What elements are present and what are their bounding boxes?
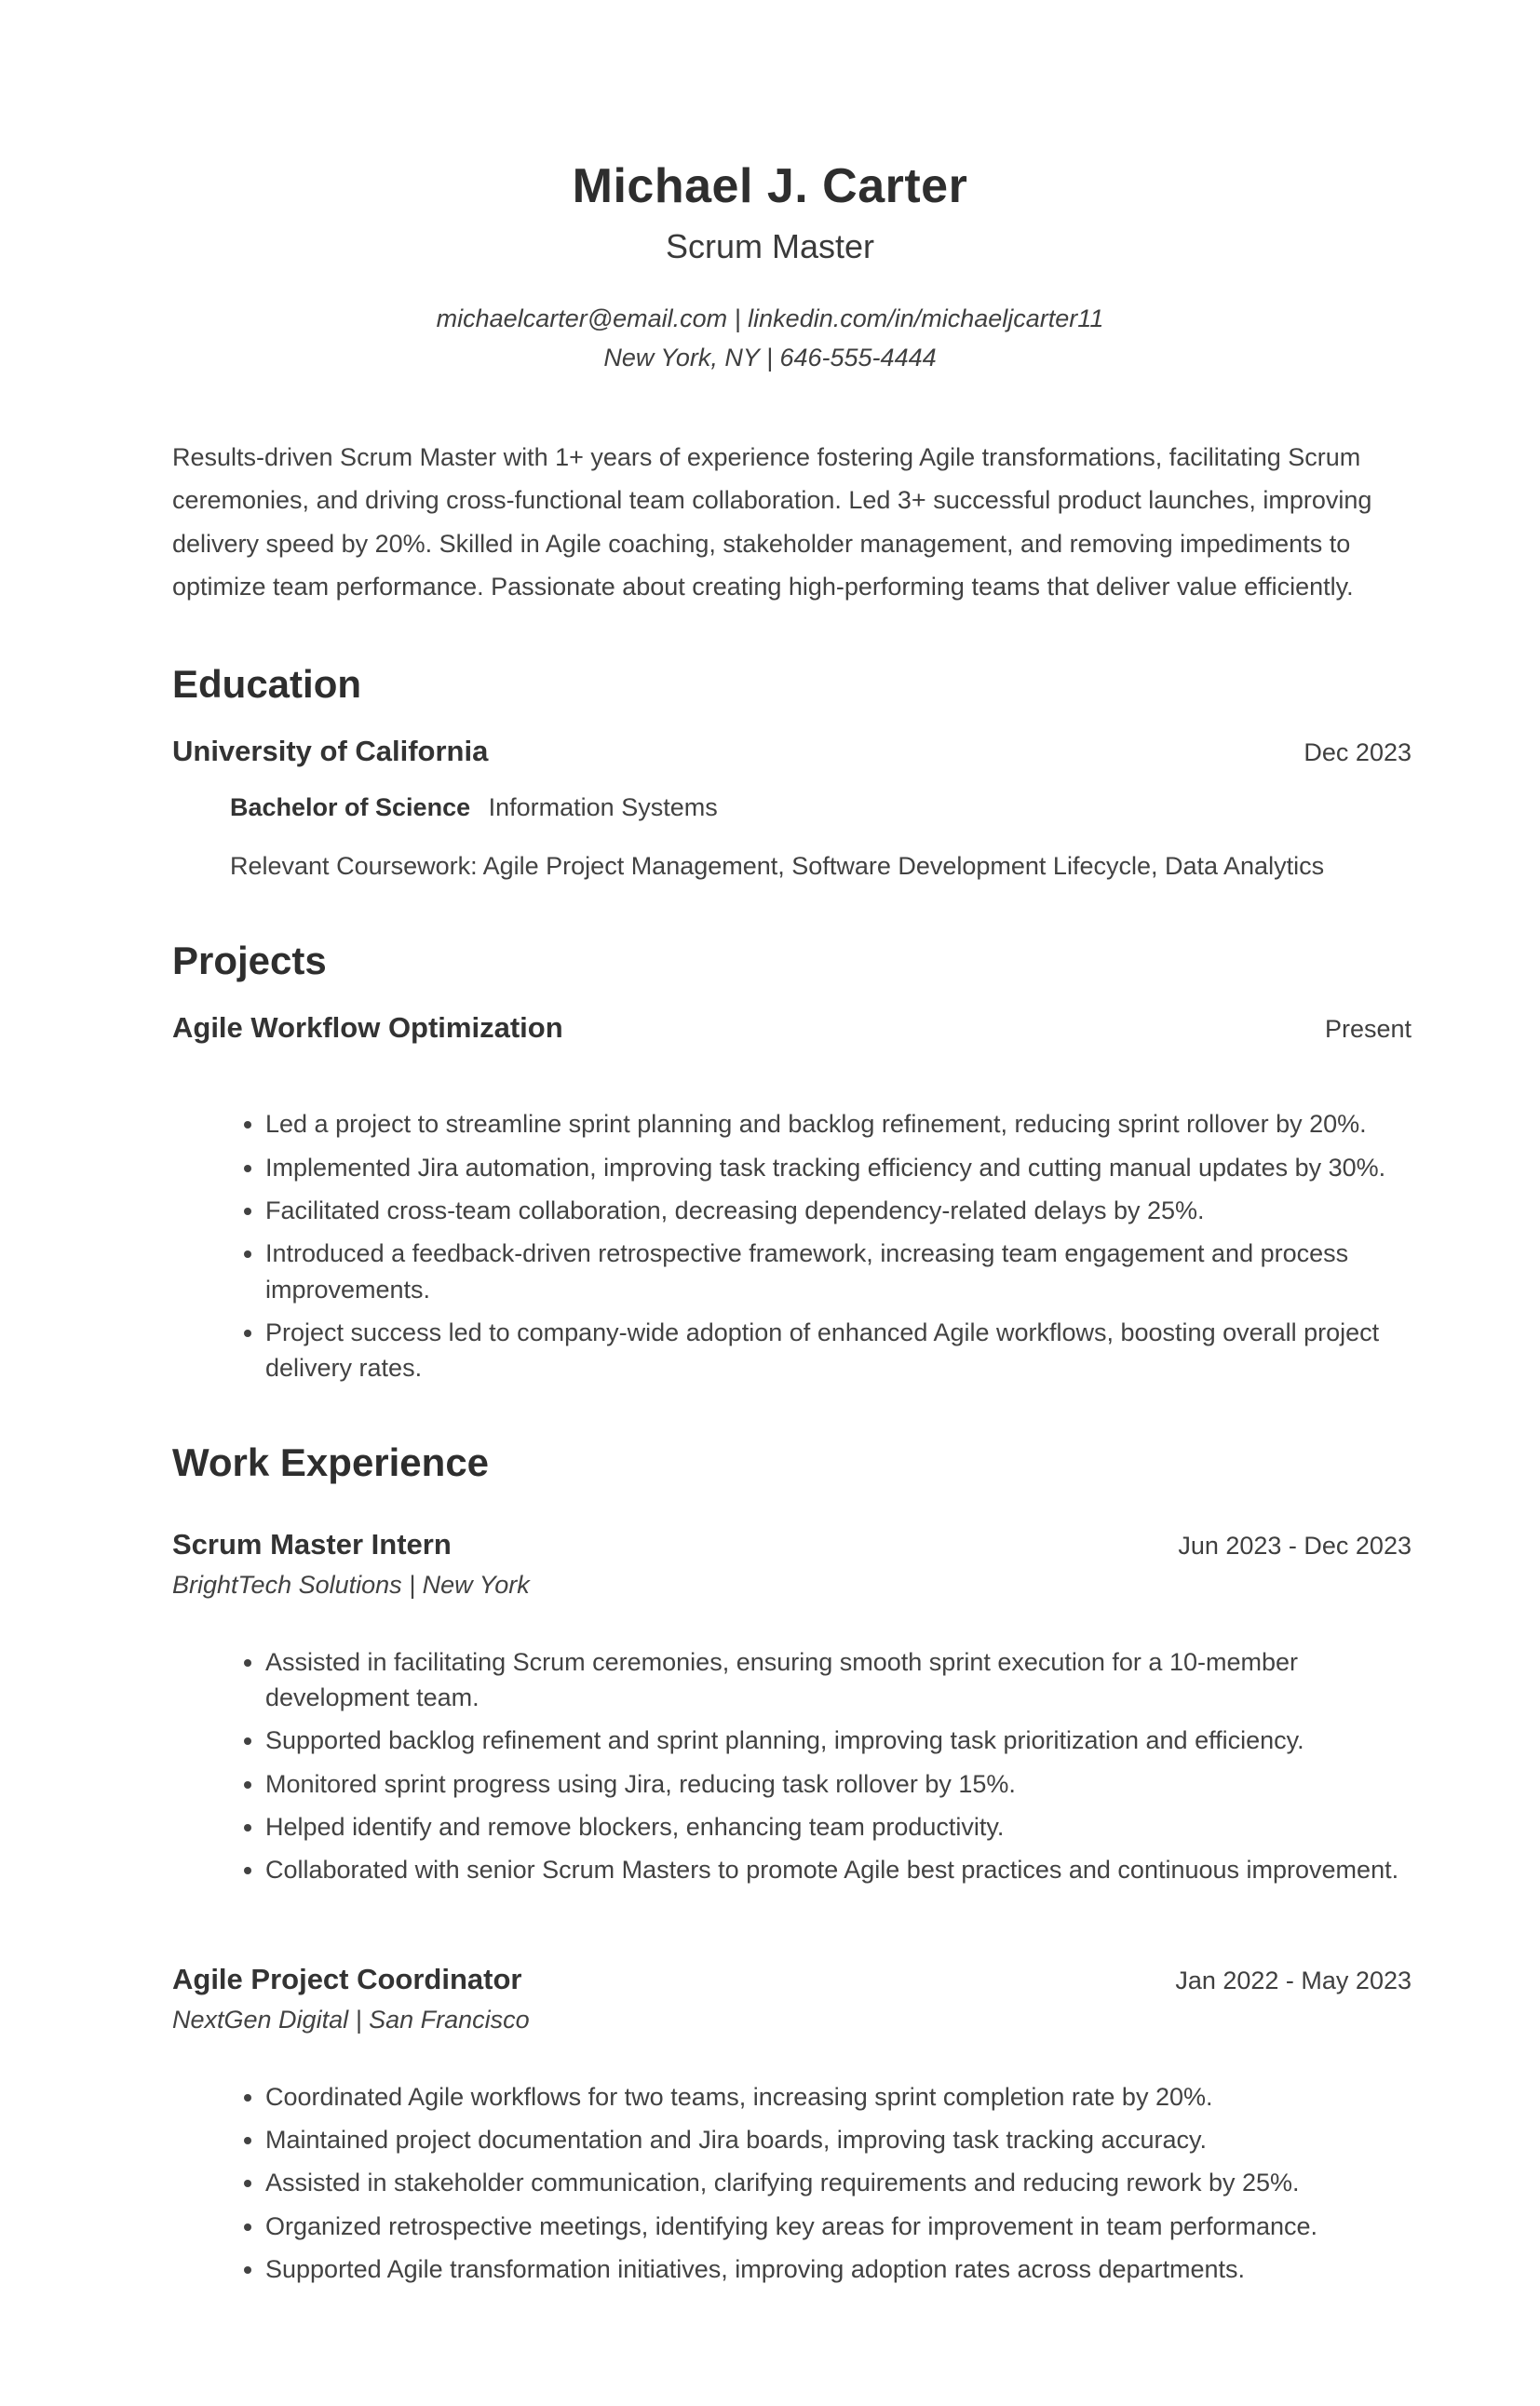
work-experience-heading: Work Experience	[172, 1440, 490, 1484]
job-item-agile-project-coordinator	[172, 1963, 1412, 2288]
projects-heading: Projects	[172, 939, 327, 983]
project-bullet: • Introduced a feedback-driven retrospective framework, increasing team engagement and process improvements.	[265, 1236, 1412, 1307]
job-bullet: • Supported backlog refinement and sprint planning, improving task prioritization and efficiency.	[265, 1723, 1412, 1758]
job-bullet: • Maintained project documentation and Jira boards, improving task tracking accuracy.	[265, 2122, 1412, 2157]
job-bullet: • Collaborated with senior Scrum Masters to promote Agile best practices and continuous improvement.	[265, 1852, 1412, 1887]
education-date: Dec 2023	[1304, 738, 1412, 767]
job-bullet: • Assisted in stakeholder communication, clarifying requirements and reducing rework by 25%.	[265, 2165, 1412, 2200]
job-title-text: Agile Project Coordinator	[172, 1962, 522, 1995]
resume-body	[0, 436, 1540, 2288]
summary-paragraph: Results-driven Scrum Master with 1+ years of experience fostering Agile transformations, facilitating Scrum ceremonies, and driving cross-functional team collaboration. Led 3+ successful product launches, improving delivery speed by 20%. Skilled in Agile coaching, stakeholder management, and removing impediments to optimize team performance. Passionate about creating high-performing teams that deliver value efficiently.	[172, 442, 1372, 601]
candidate-name: Michael J. Carter	[572, 159, 968, 213]
job-company-location: BrightTech Solutions | New York	[172, 1570, 530, 1599]
projects-section	[172, 939, 1412, 1385]
project-bullet: • Implemented Jira automation, improving task tracking efficiency and cutting manual updates by 30%.	[265, 1150, 1412, 1185]
degree-field: Information Systems	[488, 793, 718, 822]
job-company-location: NextGen Digital | San Francisco	[172, 2005, 530, 2034]
job-title-row	[172, 1963, 1412, 1996]
candidate-job-title: Scrum Master	[665, 227, 875, 265]
job-bullet-list	[172, 1644, 1412, 1888]
project-bullet: • Led a project to streamline sprint planning and backlog refinement, reducing sprint rollover by 20%.	[265, 1106, 1412, 1142]
job-bullet: • Monitored sprint progress using Jira, reducing task rollover by 15%.	[265, 1766, 1412, 1802]
job-date: Jan 2022 - May 2023	[1175, 1966, 1412, 1994]
work-experience-section	[172, 1440, 1412, 2288]
project-item	[172, 1011, 1412, 1385]
project-title: Agile Workflow Optimization	[172, 1011, 563, 1045]
job-date: Jun 2023 - Dec 2023	[1178, 1531, 1412, 1560]
job-bullet: • Supported Agile transformation initiatives, improving adoption rates across departments.	[265, 2251, 1412, 2287]
project-bullet: • Project success led to company-wide adoption of enhanced Agile workflows, boosting overall project delivery rates.	[265, 1315, 1412, 1386]
education-heading: Education	[172, 662, 362, 707]
job-bullet: • Helped identify and remove blockers, enhancing team productivity.	[265, 1809, 1412, 1845]
project-bullet-list	[172, 1106, 1412, 1385]
resume-header	[0, 158, 1540, 378]
job-title-text: Scrum Master Intern	[172, 1527, 452, 1561]
coursework-line: Relevant Coursework: Agile Project Management, Software Development Lifecycle, Data Analytics	[230, 851, 1325, 880]
project-bullet: • Facilitated cross-team collaboration, decreasing dependency-related delays by 25%.	[265, 1193, 1412, 1228]
school-name: University of California	[172, 735, 489, 768]
degree-name: Bachelor of Science	[230, 793, 471, 822]
job-title-row	[172, 1528, 1412, 1561]
contact-line-location-phone: New York, NY | 646-555-4444	[603, 343, 937, 372]
contact-line-email-linkedin: michaelcarter@email.com | linkedin.com/in/michaeljcarter11	[436, 304, 1104, 332]
job-bullet-list	[172, 2079, 1412, 2288]
job-bullet: • Coordinated Agile workflows for two teams, increasing sprint completion rate by 20%.	[265, 2079, 1412, 2115]
education-title-row	[172, 735, 1412, 768]
project-title-row	[172, 1011, 1412, 1045]
project-date: Present	[1324, 1015, 1412, 1044]
degree-line	[172, 789, 1412, 827]
job-bullet: • Organized retrospective meetings, identifying key areas for improvement in team performance.	[265, 2209, 1412, 2244]
job-item-scrum-master-intern	[172, 1528, 1412, 1888]
job-bullet: • Assisted in facilitating Scrum ceremonies, ensuring smooth sprint execution for a 10-member development team.	[265, 1644, 1412, 1716]
education-section	[172, 662, 1412, 885]
